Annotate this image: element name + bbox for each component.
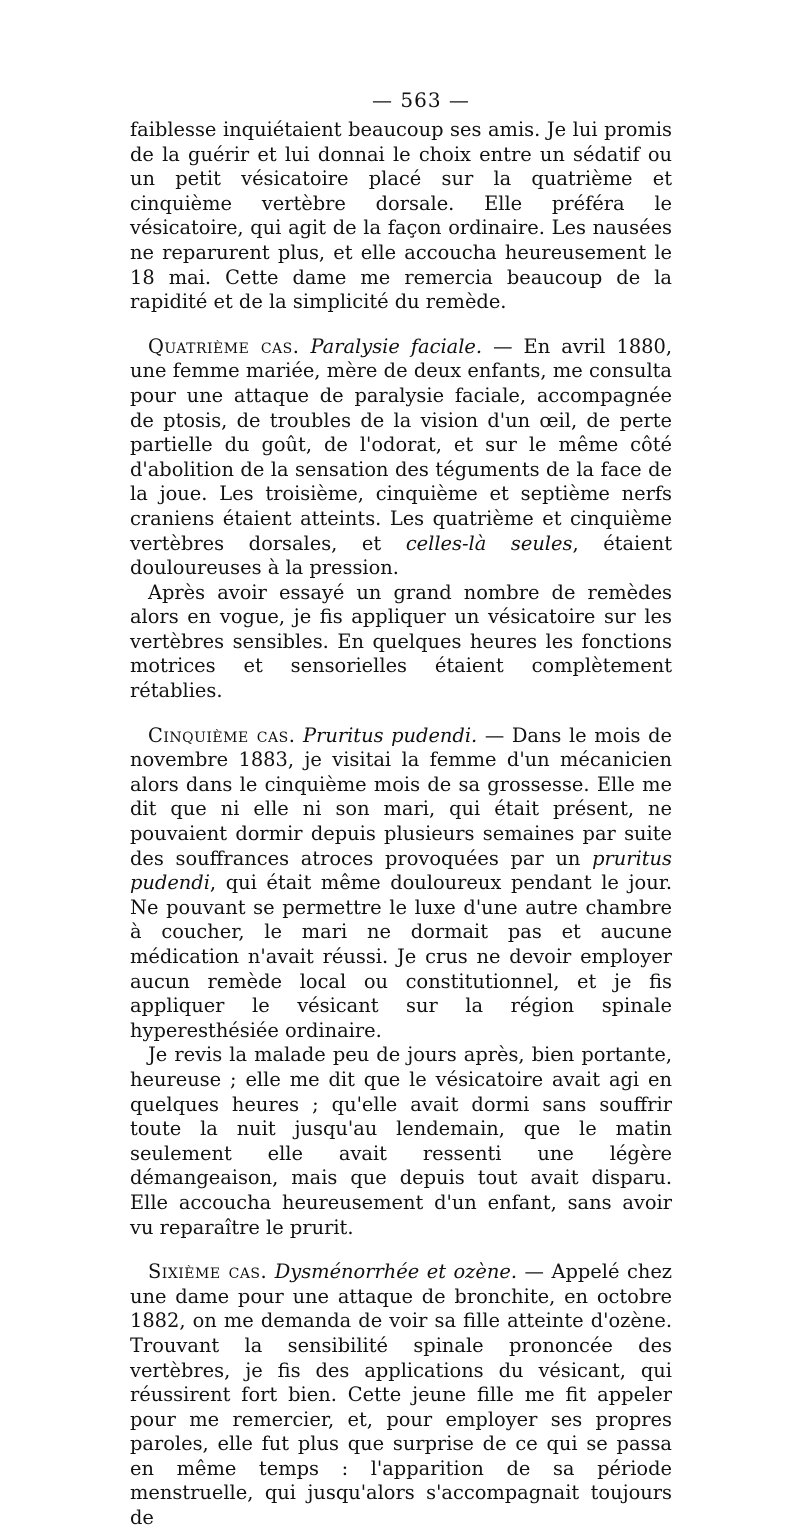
case-6-title: Dysménorrhée et ozène.	[274, 1260, 518, 1284]
case-4-emphasis: celles-là seules	[405, 531, 573, 555]
section-gap	[130, 315, 672, 335]
case-6-text-a: — Appelé chez une dame pour une attaque de bronchite, en octobre 1882, on me demanda de voir sa fille atteinte d'ozène. Trouvant la sensibilité spinale prononcée des vertèbres, je fis des applications du vésicant, qui réussirent fort bien. Cette jeune fille me fit appeler pour me remercier, et, pour employer ses propres paroles, elle fut plus que surprise de ce qui se passa en même temps : l'apparition de sa période menstruelle, qui jusqu'alors s'accompagnait toujours de	[130, 1260, 673, 1530]
case-4-text-a: — En avril 1880, une femme mariée, mère de deux enfants, me consulta pour une attaque de paralysie faciale, accompagnée de ptosis, de troubles de la vision d'un œil, de perte partielle du goût, de l'odorat, et sur le même côté d'abolition de la sensation des téguments de la face de la joue. Les troisième, cinquième et septième nerfs craniens étaient atteints. Les quatrième et cinquième vertèbres dorsales, et	[130, 334, 672, 555]
case-4-title: Paralysie faciale.	[310, 334, 483, 358]
section-gap	[130, 704, 672, 724]
page-number: — 563 —	[372, 88, 470, 112]
case-5-emphasis: pruritus pudendi	[130, 846, 672, 895]
case-5-text-b: , qui était même douloureux pendant le jour. Ne pouvant se permettre le luxe d'une autre chambre à coucher, le mari ne dormait pas et aucune médication n'avait réussi. Je crus ne devoir employer aucun remède local ou constitutionnel, et je fis appliquer le vésicant sur la région spinale hyperesthésiée ordinaire.	[130, 871, 672, 1042]
case-5-paragraph	[130, 724, 672, 1044]
case-5-title: Pruritus pudendi.	[303, 723, 478, 747]
case-6-label: Sixième cas.	[148, 1260, 268, 1284]
book-page	[130, 88, 672, 1531]
case-6-paragraph	[130, 1260, 672, 1531]
case-5-paragraph-2: Je revis la malade peu de jours après, bien portante, heureuse ; elle me dit que le vésicatoire avait agi en quelques heures ; qu'elle avait dormi sans souffrir toute la nuit jusqu'au lendemain, que le matin seulement elle avait ressenti une légère démangeaison, mais que depuis tout avait disparu. Elle accoucha heureusement d'un enfant, sans avoir vu reparaître le prurit.	[130, 1043, 672, 1239]
case-4-label: Quatrième cas.	[148, 334, 300, 358]
case-4-text-b: , étaient douloureuses à la pression.	[130, 531, 672, 580]
paragraph-continuation: faiblesse inquiétaient beaucoup ses amis. Je lui promis de la guérir et lui donnai le choix entre un sédatif ou un petit vésicatoire placé sur la quatrième et cinquième vertèbre dorsale. Elle préféra le vésicatoire, qui agit de la façon ordinaire. Les nausées ne reparurent plus, et elle accoucha heureusement le 18 mai. Cette dame me remercia beaucoup de la rapidité et de la simplicité du remède.	[130, 118, 672, 314]
case-5-label: Cinquième cas.	[148, 723, 296, 747]
case-4-paragraph	[130, 335, 672, 581]
section-gap	[130, 1240, 672, 1260]
case-4-paragraph-2: Après avoir essayé un grand nombre de remèdes alors en vogue, je fis appliquer un vésicatoire sur les vertèbres sensibles. En quelques heures les fonctions motrices et sensorielles étaient complètement rétablies.	[130, 580, 672, 703]
case-5-text-a: — Dans le mois de novembre 1883, je visitai la femme d'un mécanicien alors dans le cinquième mois de sa grossesse. Elle me dit que ni elle ni son mari, qui était présent, ne pouvaient dormir depuis plusieurs semaines par suite des souffrances atroces provoquées par un	[130, 723, 672, 870]
